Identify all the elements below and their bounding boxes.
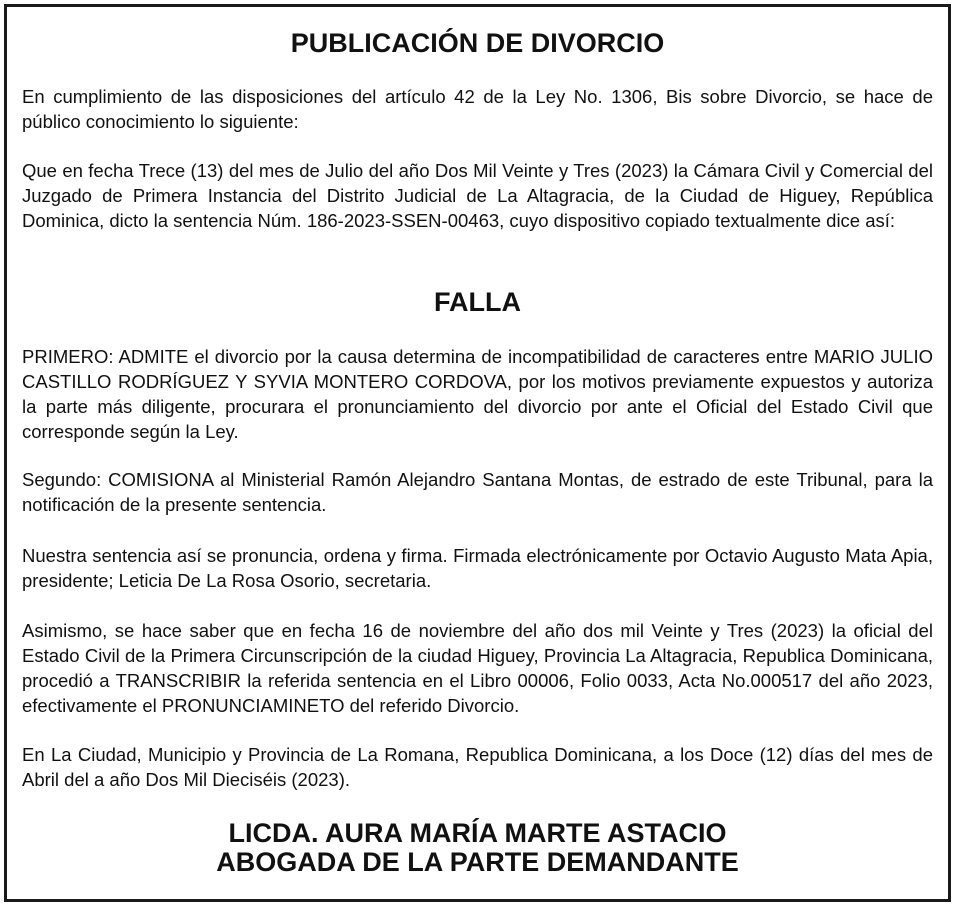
intro-paragraph: En cumplimiento de las disposiciones del artículo 42 de la Ley No. 1306, Bis sobre Divorcio, se hace de público conocimiento lo siguiente: (22, 86, 933, 132)
ruling-second-paragraph: Segundo: COMISIONA al Ministerial Ramón Alejandro Santana Montas, de estrado de este Tribunal, para la notificación de la presente sentencia. (22, 469, 933, 515)
signature-block (22, 819, 933, 877)
sentence-date-paragraph: Que en fecha Trece (13) del mes de Julio del año Dos Mil Veinte y Tres (2023) la Cámara Civil y Comercial del Juzgado de Primera Instancia del Distrito Judicial de La Altagracia, de la Ciudad de Higuey, República Dominica, dicto la sentencia Núm. 186-2023-SSEN-00463, cuyo dispositivo copiado textualmente dice así: (22, 160, 933, 231)
ruling-heading: FALLA (434, 287, 521, 317)
transcription-paragraph: Asimismo, se hace saber que en fecha 16 de noviembre del año dos mil Veinte y Tres (2023) la oficial del Estado Civil de la Primera Circunscripción de la ciudad Higuey, Provincia La Altagracia, Republica Dominicana, procedió a TRANSCRIBIR la referida sentencia en el Libro 00006, Folio 0033, Acta No.000517 del año 2023, efectivamente el PRONUNCIAMINETO del referido Divorcio. (22, 620, 933, 716)
signatory-name: LICDA. AURA MARÍA MARTE ASTACIO (228, 818, 727, 848)
signatory-role: ABOGADA DE LA PARTE DEMANDANTE (216, 847, 739, 877)
notice-title: PUBLICACIÓN DE DIVORCIO (290, 28, 665, 58)
notice-body (22, 7, 933, 899)
place-date-paragraph: En La Ciudad, Municipio y Provincia de La Romana, Republica Dominicana, a los Doce (12) días del mes de Abril del a año Dos Mil Dieciséis (2023). (22, 744, 933, 790)
divorce-notice-frame (4, 4, 951, 902)
sentence-signature-paragraph: Nuestra sentencia así se pronuncia, ordena y firma. Firmada electrónicamente por Octavio Augusto Mata Apia, presidente; Leticia De La Rosa Osorio, secretaria. (22, 545, 933, 591)
ruling-first-paragraph: PRIMERO: ADMITE el divorcio por la causa determina de incompatibilidad de caracteres entre MARIO JULIO CASTILLO RODRÍGUEZ Y SYVIA MONTERO CORDOVA, por los motivos previamente expuestos y autoriza la parte más diligente, procurara el pronunciamiento del divorcio por ante el Oficial del Estado Civil que corresponde según la Ley. (22, 346, 933, 442)
